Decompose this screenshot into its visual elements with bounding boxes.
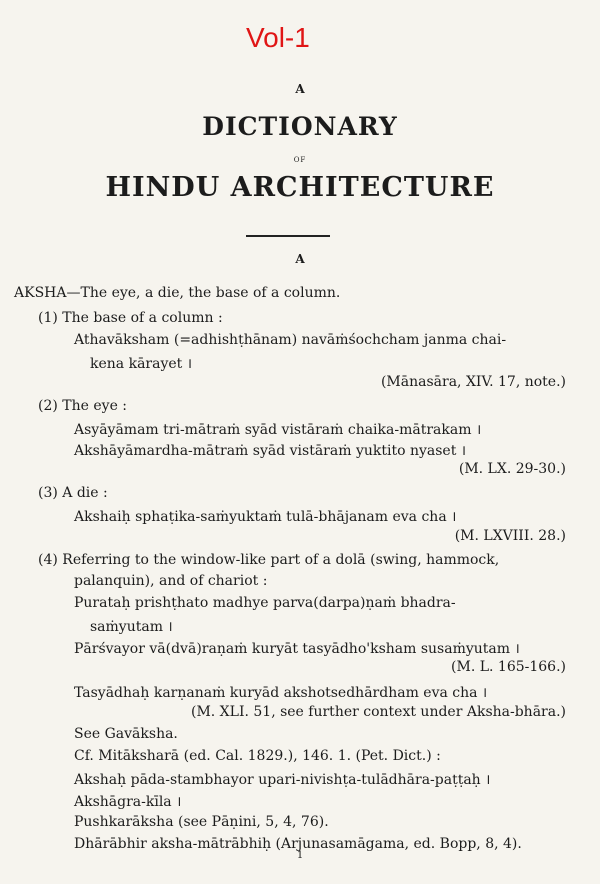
citation: (M. L. 165-166.) xyxy=(451,659,566,675)
quote-line: Pārśvayor vā(dvā)raṇaṁ kuryāt tasyādho'ksham susaṁyutam । xyxy=(74,641,520,657)
quote-line: Tasyādhaḥ karṇanaṁ kuryād akshotsedhārdham eva cha । xyxy=(74,685,488,701)
citation: (M. LXVIII. 28.) xyxy=(454,528,566,544)
sense-heading: (1) The base of a column : xyxy=(38,310,223,326)
quote-line: kena kārayet । xyxy=(90,356,193,372)
quote-line: Akshaḥ pāda-stambhayor upari-nivishṭa-tulādhāra-paṭṭaḥ । xyxy=(74,772,491,788)
sense-heading-continued: palanquin), and of chariot : xyxy=(74,573,268,589)
quote-line: Asyāyāmam tri-mātraṁ syād vistāraṁ chaika-mātrakam । xyxy=(74,422,482,438)
quote-line: Akshāyāmardha-mātraṁ syād vistāraṁ yuktito nyaset । xyxy=(74,443,467,459)
quote-line: saṁyutam । xyxy=(90,619,173,635)
comparison-note: Cf. Mitāksharā (ed. Cal. 1829.), 146. 1. (Pet. Dict.) : xyxy=(74,748,441,764)
quote-line: Akshāgra-kīla । xyxy=(74,794,182,810)
quote-line: Dhārābhir aksha-mātrābhiḥ (Arjunasamāgama, ed. Bopp, 8, 4). xyxy=(74,836,522,852)
citation: (M. XLI. 51, see further context under Aksha-bhāra.) xyxy=(190,704,566,720)
cross-reference: See Gavāksha. xyxy=(74,726,178,742)
entry-headword: AKSHA xyxy=(14,285,67,301)
quote-line: Purataḥ prishṭhato madhye parva(darpa)ṇaṁ bhadra- xyxy=(74,595,456,611)
page-title: DICTIONARY xyxy=(202,112,398,141)
quote-line: Athavāksham (=adhishṭhānam) navāṁśochcham janma chai- xyxy=(74,332,507,348)
citation: (M. LX. 29-30.) xyxy=(458,461,566,477)
sense-heading: (4) Referring to the window-like part of a dolā (swing, hammock, xyxy=(38,552,500,568)
sense-heading: (3) A die : xyxy=(38,485,108,501)
title-divider xyxy=(246,235,330,237)
quote-line: Pushkarāksha (see Pāṇini, 5, 4, 76). xyxy=(74,814,329,830)
page-subtitle: HINDU ARCHITECTURE xyxy=(105,172,495,203)
page-number: 1 xyxy=(296,850,304,861)
title-of: OF xyxy=(293,156,307,164)
citation: (Mānasāra, XIV. 17, note.) xyxy=(380,374,566,390)
quote-line: Akshaiḥ sphaṭika-saṁyuktaṁ tulā-bhājanam eva cha । xyxy=(74,509,457,525)
volume-label: Vol-1 xyxy=(246,22,310,53)
entry-head xyxy=(14,285,340,301)
sense-heading: (2) The eye : xyxy=(38,398,128,414)
section-letter: A xyxy=(295,252,305,266)
title-article: A xyxy=(295,82,305,96)
entry-definition: —The eye, a die, the base of a column. xyxy=(66,285,341,301)
